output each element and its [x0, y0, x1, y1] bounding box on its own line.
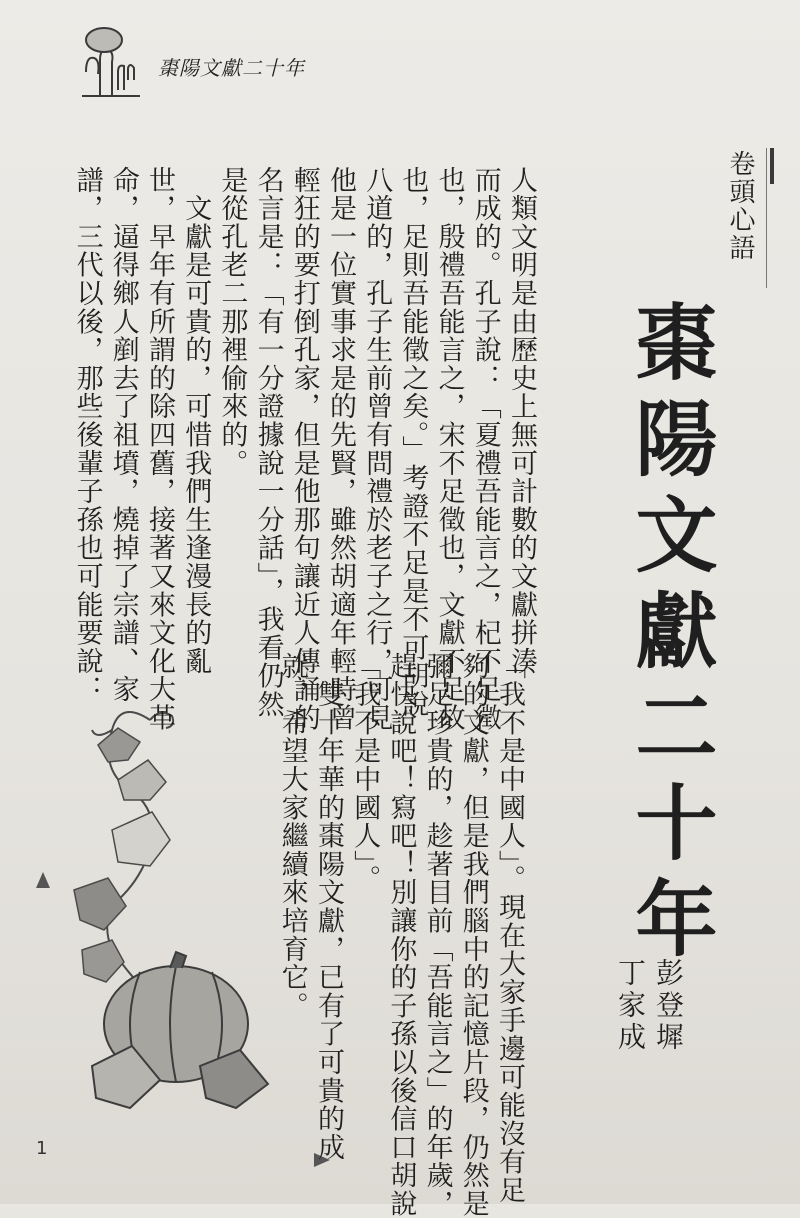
- text-column: 是從孔老二那裡偷來的。: [216, 166, 248, 478]
- article-title: 棗陽文獻二十年: [622, 300, 718, 972]
- text-column: 八道的，孔子生前曾有問禮於老子之行，可見: [361, 166, 393, 732]
- text-column: 彌足珍貴的，趁著目前「吾能言之」的年歲，: [421, 652, 453, 1218]
- section-divider: [766, 148, 767, 288]
- leaf-decoration: [74, 728, 170, 982]
- section-label: 卷頭心語: [725, 150, 755, 262]
- author-name: 丁家成: [614, 958, 647, 1054]
- section-marker-bar: [770, 148, 774, 184]
- text-column: 趕快說吧！寫吧！別讓你的子孫以後信口胡說: [385, 652, 417, 1218]
- page-number: 1: [36, 1138, 48, 1159]
- text-column: 也，足則吾能徵之矣。」考證不足是不可胡說: [397, 166, 429, 719]
- author-name: 彭登墀: [652, 958, 685, 1054]
- arrow-up-icon: [36, 872, 50, 888]
- text-column: 文獻是可貴的，可惜我們生逢漫長的亂: [180, 166, 212, 676]
- running-header: 棗陽文獻二十年: [158, 56, 305, 80]
- text-column: 命，逼得鄉人剷去了祖墳，燒掉了宗譜、家: [107, 166, 139, 704]
- cactus-icon: [82, 28, 140, 96]
- text-column: 他是一位實事求是的先賢，雖然胡適年輕時曾: [325, 166, 356, 732]
- pumpkin-icon: [92, 952, 268, 1108]
- text-column: 就，希望大家繼續來培育它。: [276, 652, 308, 1020]
- text-column: 人類文明是由歷史上無可計數的文獻拼湊: [506, 166, 537, 676]
- text-column: 輕狂的要打倒孔家，但是他那句讓近人傳誦的: [288, 166, 320, 732]
- text-column: 「我不是中國人」。現在大家手邊可能沒有足: [494, 652, 525, 1205]
- text-column: 世，早年有所謂的除四舊，接著又來文化大革: [144, 166, 175, 732]
- text-column: 雙十年華的棗陽文獻，已有了可貴的成: [313, 652, 344, 1162]
- text-column: 「我不是中國人」。: [349, 652, 381, 894]
- text-column: 名言是：「有一分證據說一分話」，我看仍然: [252, 166, 284, 719]
- text-column: 譜，三代以後，那些後輩子孫也可能要說：: [71, 166, 103, 704]
- text-column: 夠的文獻，但是我們腦中的記憶片段，仍然是: [457, 652, 489, 1218]
- text-column: 而成的。孔子說：「夏禮吾能言之，杞不足徵: [469, 166, 501, 732]
- text-column: 也，殷禮吾能言之，宋不足徵也，文獻不足故: [433, 166, 465, 732]
